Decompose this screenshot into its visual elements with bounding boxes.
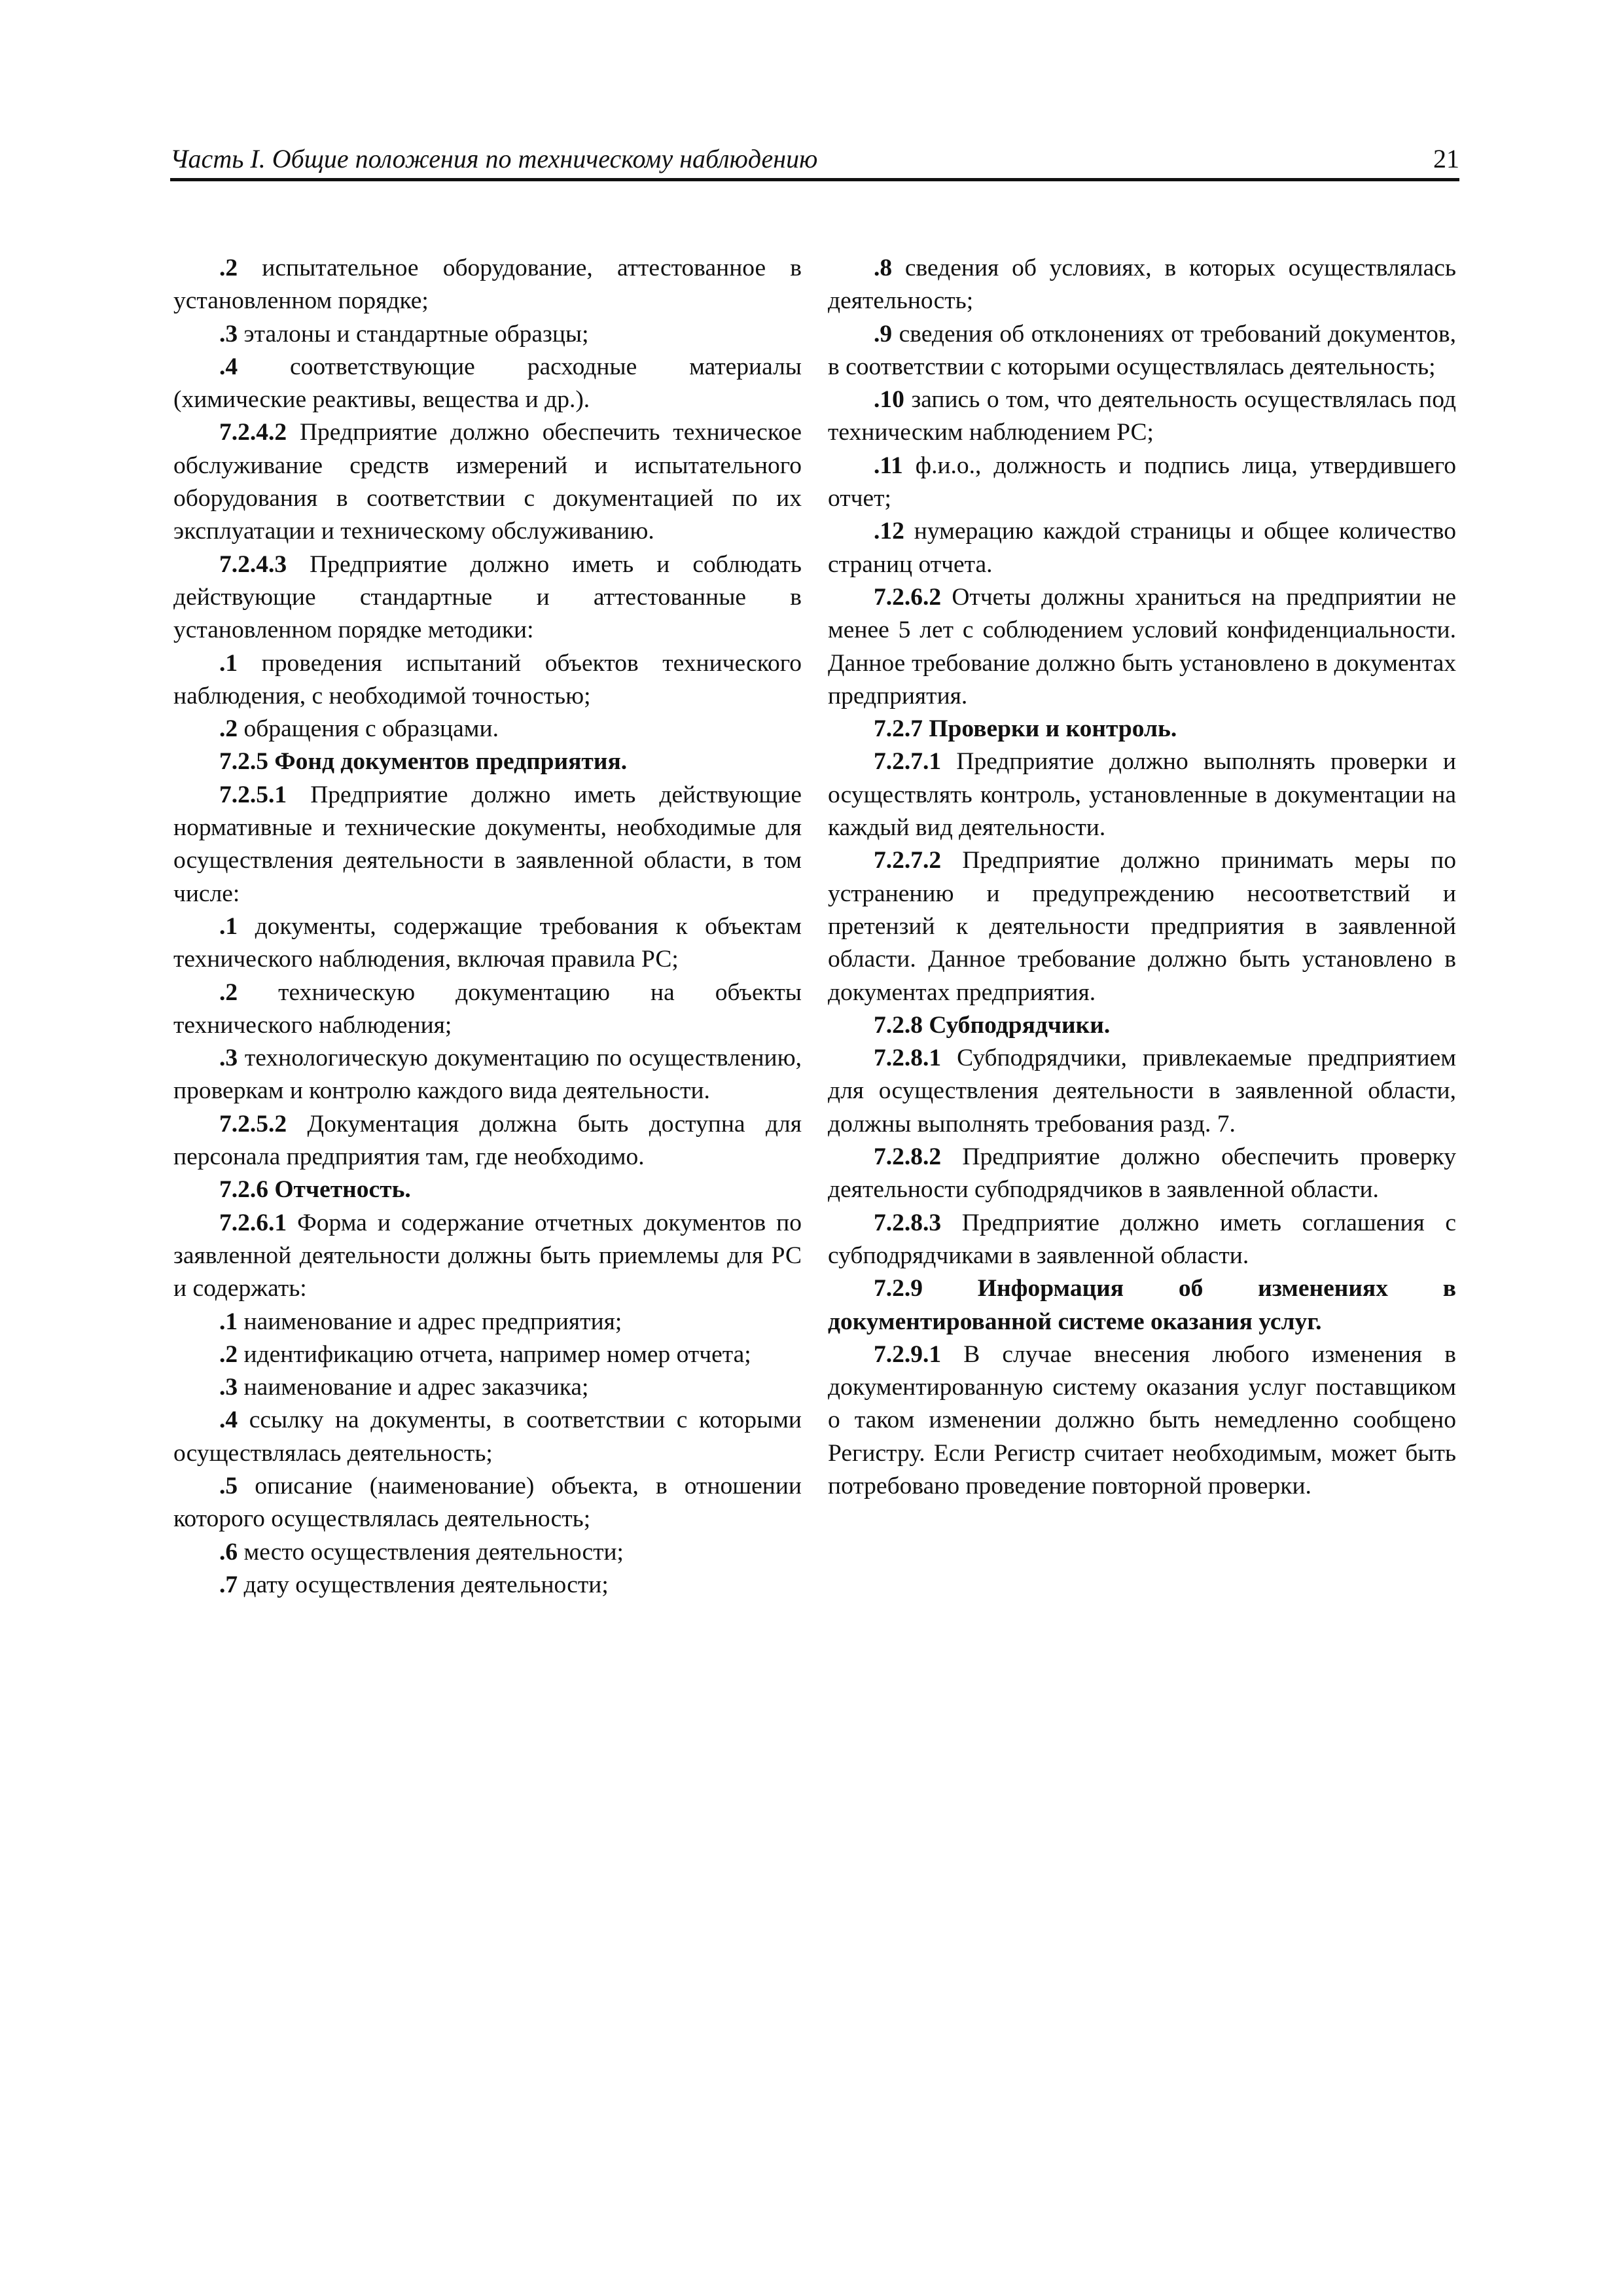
paragraph: 7.2.8.2 Предприятие должно обеспечить проверку деятельности субподрядчиков в заявленной области. (828, 1143, 1456, 1204)
paragraph: 7.2.4.3 Предприятие должно иметь и соблюдать действующие стандартные и аттестованные в установленном порядке методики: (173, 550, 802, 644)
paragraph: .10 запись о том, что деятельность осуществлялась под техническим наблюдением РС; (828, 386, 1456, 446)
paragraph: .2 техническую документацию на объекты технического наблюдения; (173, 978, 802, 1039)
paragraph: .11 ф.и.о., должность и подпись лица, утвердившего отчет; (828, 452, 1456, 512)
paragraph: 7.2.7.2 Предприятие должно принимать меры по устранению и предупреждению несоответствий и претензий к деятельности предприятия в заявленной области. Данное требование должно быть установлено в документах предприятия. (828, 847, 1456, 1006)
paragraph: 7.2.5.1 Предприятие должно иметь действующие нормативные и технические документы, необходимые для осуществления деятельности в заявленной области, в том числе: (173, 781, 802, 907)
paragraph: 7.2.6.1 Форма и содержание отчетных документов по заявленной деятельности должны быть приемлемы для РС и содержать: (173, 1209, 802, 1302)
paragraph: .4 ссылку на документы, в соответствии с которыми осуществлялась деятельность; (173, 1407, 802, 1467)
paragraph: 7.2.9.1 В случае внесения любого изменения в документированную систему оказания услуг поставщиком о таком изменении должно быть немедленно сообщено Регистру. Если Регистр считает необходимым, может быть потребовано проведение повторной проверки. (828, 1340, 1456, 1499)
paragraph: 7.2.8.3 Предприятие должно иметь соглашения с субподрядчиками в заявленной области. (828, 1209, 1456, 1269)
paragraph: 7.2.7.1 Предприятие должно выполнять проверки и осуществлять контроль, установленные в документации на каждый вид деятельности. (828, 748, 1456, 842)
paragraph: 7.2.5.2 Документация должна быть доступна для персонала предприятия там, где необходимо. (173, 1110, 802, 1171)
paragraph: .2 идентификацию отчета, например номер отчета; (219, 1340, 751, 1368)
section-heading: 7.2.9 Информация об изменениях в документированной системе оказания услуг. (828, 1275, 1456, 1335)
paragraph: .2 обращения с образцами. (219, 715, 499, 743)
paragraph: 7.2.6.2 Отчеты должны храниться на предприятии не менее 5 лет с соблюдением условий конфиденциальности. Данное требование должно быть установлено в документах предприятия. (828, 583, 1456, 709)
paragraph: .12 нумерацию каждой страницы и общее количество страниц отчета. (828, 518, 1456, 578)
section-heading: 7.2.7 Проверки и контроль. (874, 715, 1177, 743)
section-heading: 7.2.6 Отчетность. (219, 1176, 411, 1204)
paragraph: .1 проведения испытаний объектов технического наблюдения, с необходимой точностью; (173, 649, 802, 709)
section-heading: 7.2.8 Субподрядчики. (874, 1011, 1111, 1039)
paragraph: .3 наименование и адрес заказчика; (219, 1374, 589, 1401)
paragraph: .3 эталоны и стандартные образцы; (219, 320, 589, 348)
section-heading: 7.2.5 Фонд документов предприятия. (219, 748, 628, 776)
paragraph: 7.2.4.2 Предприятие должно обеспечить техническое обслуживание средств измерений и испытательного оборудования в соответствии с документацией по их эксплуатации и техническому обслуживанию. (173, 419, 802, 545)
left-column (173, 252, 802, 1602)
right-column (828, 252, 1456, 1503)
running-header (170, 137, 1459, 181)
page-number: 21 (1433, 144, 1459, 173)
paragraph: 7.2.8.1 Субподрядчики, привлекаемые предприятием для осуществления деятельности в заявленной области, должны выполнять требования разд. 7. (828, 1045, 1456, 1138)
header-title: Часть I. Общие положения по техническому наблюдению (170, 144, 818, 173)
paragraph: .7 дату осуществления деятельности; (219, 1571, 609, 1598)
paragraph: .1 документы, содержащие требования к объектам технического наблюдения, включая правила РС; (173, 912, 802, 973)
paragraph: .1 наименование и адрес предприятия; (219, 1308, 622, 1335)
paragraph: .5 описание (наименование) объекта, в отношении которого осуществлялась деятельность; (173, 1472, 802, 1533)
paragraph: .4 соответствующие расходные материалы (химические реактивы, вещества и др.). (173, 353, 802, 414)
paragraph: .2 испытательное оборудование, аттестованное в установленном порядке; (173, 255, 802, 315)
paragraph: .8 сведения об условиях, в которых осуществлялась деятельность; (828, 255, 1456, 315)
paragraph: .3 технологическую документацию по осуществлению, проверкам и контролю каждого вида деятельности. (173, 1045, 802, 1105)
paragraph: .9 сведения об отклонениях от требований документов, в соответствии с которыми осуществлялась деятельность; (828, 320, 1456, 380)
paragraph: .6 место осуществления деятельности; (219, 1538, 624, 1566)
